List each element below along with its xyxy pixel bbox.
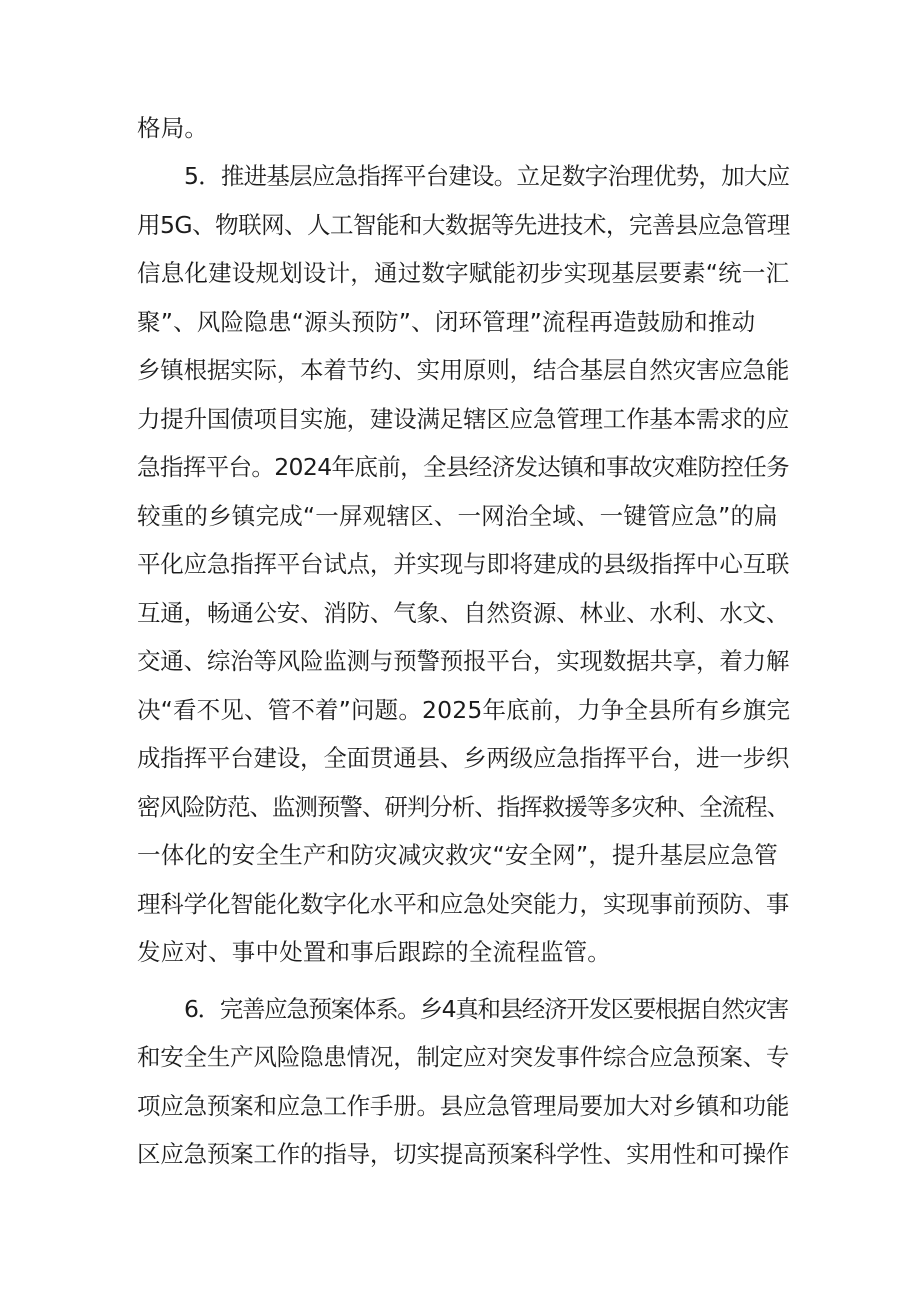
text-line: 较重的乡镇完成“一屏观辖区、一网治全域、一键管应急”的扁	[137, 502, 778, 530]
text-line: 和安全生产风险隐患情况，制定应对突发事件综合应急预案、专	[137, 1043, 790, 1071]
text-line: 一体化的安全生产和防灾减灾救灾“安全网”，提升基层应急管	[137, 841, 778, 869]
text-line: 交通、综治等风险监测与预警预报平台，实现数据共享，着力解	[137, 647, 790, 675]
text-line: 互通，畅通公安、消防、气象、自然资源、林业、水利、水文、	[137, 599, 790, 627]
text-line: 理科学化智能化数字化水平和应急处突能力，实现事前预防、事	[137, 890, 790, 918]
text-line: 区应急预案工作的指导，切实提高预案科学性、实用性和可操作	[137, 1140, 790, 1168]
text-line: 用5G、物联网、人工智能和大数据等先进技术，完善县应急管理	[137, 211, 790, 239]
paragraph-6-heading-line: 6．完善应急预案体系。乡4真和县经济开发区要根据自然灾害	[184, 995, 788, 1023]
text-line: 聚”、风险隐患“源头预防”、闭环管理”流程再造鼓励和推动	[137, 308, 756, 336]
text-line: 密风险防范、监测预警、研判分析、指挥救援等多灾种、全流程、	[137, 793, 790, 821]
text-line: 项应急预案和应急工作手册。县应急管理局要加大对乡镇和功能	[137, 1092, 790, 1120]
text-line: 乡镇根据实际，本着节约、实用原则，结合基层自然灾害应急能	[137, 356, 790, 384]
text-line: 决“看不见、管不着”问题。2025年底前，力争全县所有乡旗完	[137, 696, 791, 724]
text-line: 发应对、事中处置和事后跟踪的全流程监管。	[137, 938, 611, 966]
text-line: 信息化建设规划设计，通过数字赋能初步实现基层要素“统一汇	[137, 259, 790, 287]
text-line: 急指挥平台。2024年底前，全县经济发达镇和事故灾难防控任务	[137, 453, 789, 481]
paragraph-5-heading-line: 5．推进基层应急指挥平台建设。立足数字治理优势，加大应	[184, 162, 790, 190]
text-line: 成指挥平台建设，全面贯通县、乡两级应急指挥平台，进一步织	[137, 744, 790, 772]
text-line: 格局。	[137, 114, 209, 142]
text-line: 平化应急指挥平台试点，并实现与即将建成的县级指挥中心互联	[137, 550, 790, 578]
text-line: 力提升国债项目实施，建设满足辖区应急管理工作基本需求的应	[137, 405, 790, 433]
